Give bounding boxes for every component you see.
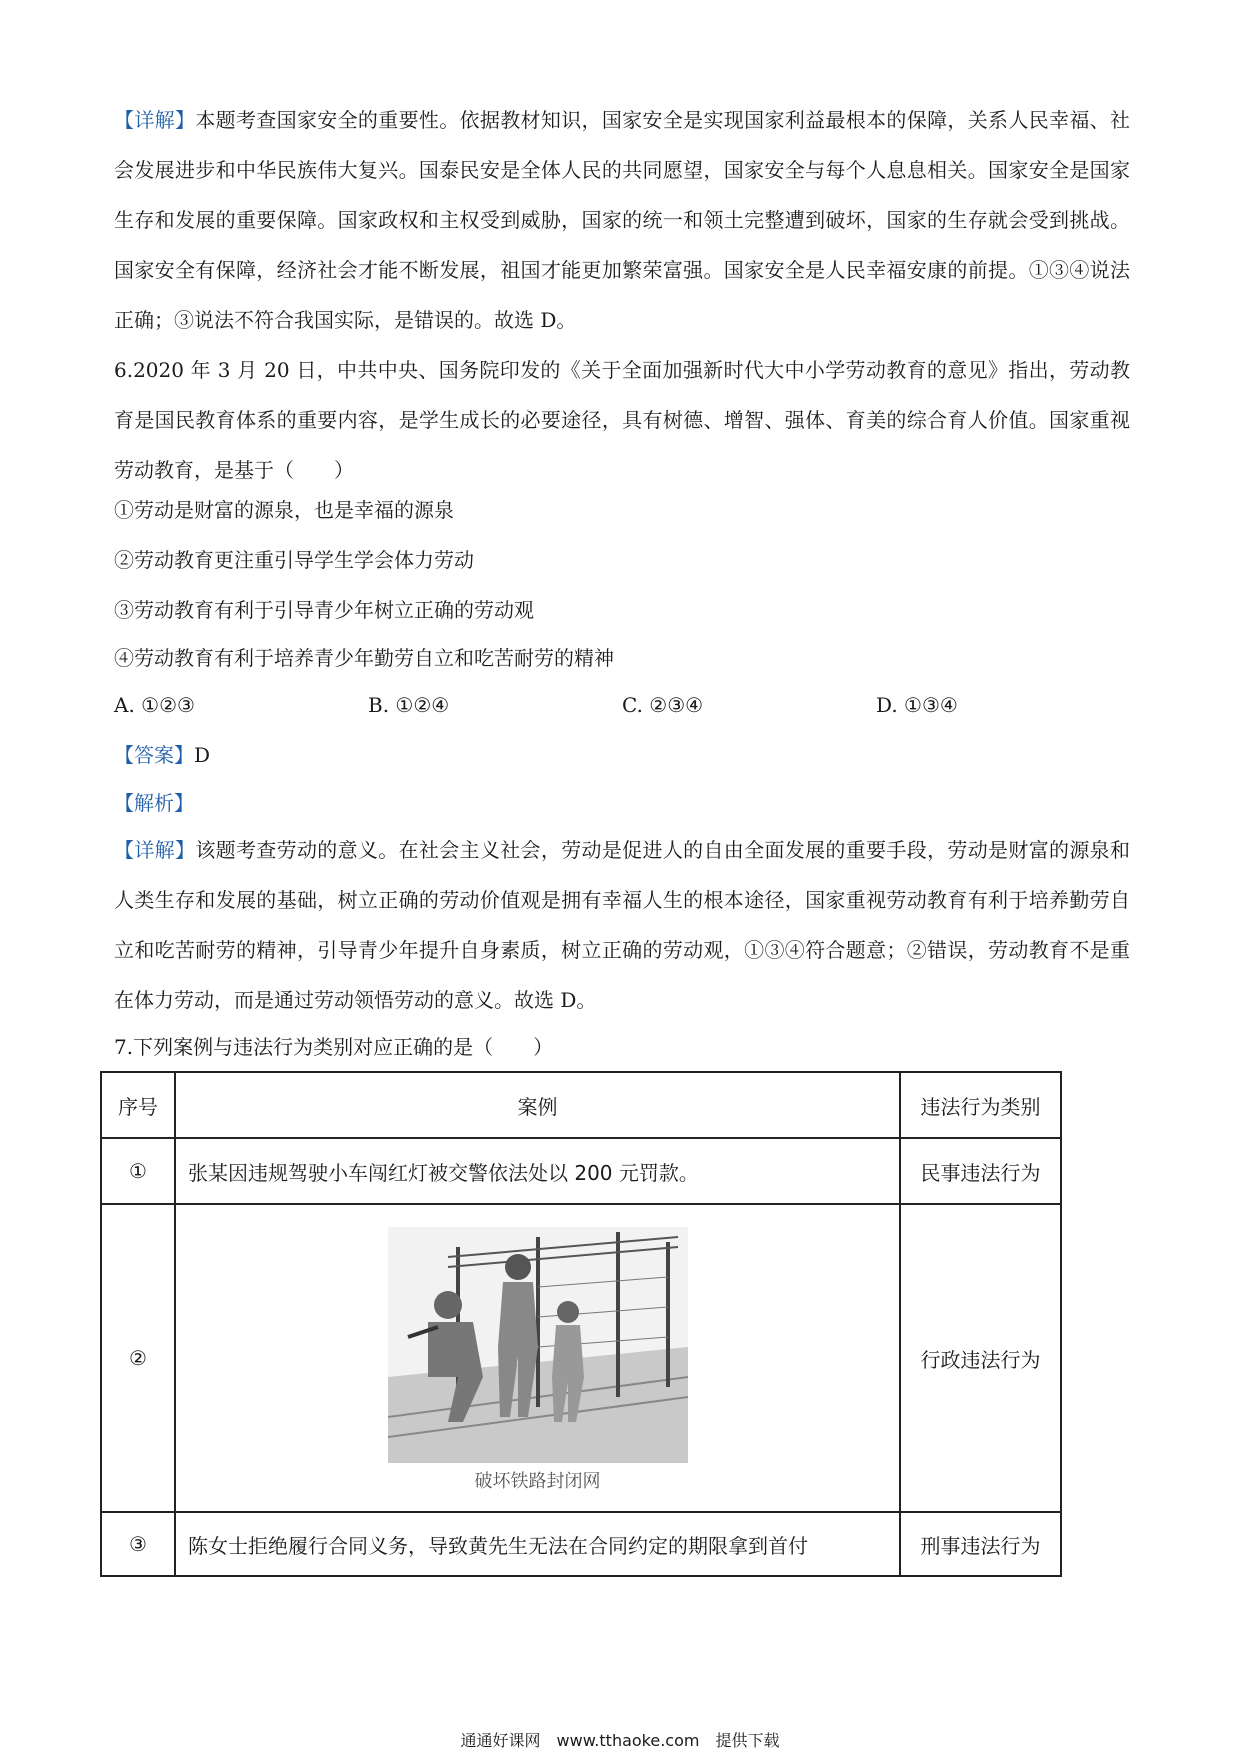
table-row xyxy=(101,1138,1061,1204)
answer-label: 【答案】 xyxy=(114,743,194,767)
illustration-caption: 破坏铁路封闭网 xyxy=(474,1471,601,1492)
row-no: ③ xyxy=(101,1512,175,1576)
q6-item-3: ③劳动教育有利于引导青少年树立正确的劳动观 xyxy=(114,598,534,622)
row-no: ① xyxy=(101,1138,175,1204)
analysis-label: 【解析】 xyxy=(114,791,194,815)
option-d: D. ①③④ xyxy=(876,693,958,717)
option-c: C. ②③④ xyxy=(622,693,704,717)
option-a: A. ①②③ xyxy=(114,693,195,717)
row-category: 刑事违法行为 xyxy=(900,1512,1061,1576)
q6-stem: 6.2020 年 3 月 20 日，中共中央、国务院印发的《关于全面加强新时代大中小学劳动教育的意见》指出，劳动教育是国民教育体系的重要内容，是学生成长的必要途径，具有树德、增智、强体、育美的综合育人价值。国家重视劳动教育，是基于（ ） xyxy=(114,358,1130,482)
row-case-illustration xyxy=(175,1204,900,1512)
q5-detail-paragraph xyxy=(114,95,1130,345)
row-case: 张某因违规驾驶小车闯红灯被交警依法处以 200 元罚款。 xyxy=(175,1138,900,1204)
header-no: 序号 xyxy=(101,1072,175,1138)
q6-detail-paragraph xyxy=(114,825,1130,1025)
q5-detail-text: 本题考查国家安全的重要性。依据教材知识，国家安全是实现国家利益最根本的保障，关系人民幸福、社会发展进步和中华民族伟大复兴。国泰民安是全体人民的共同愿望，国家安全与每个人息息相关。国家安全是国家生存和发展的重要保障。国家政权和主权受到威胁，国家的统一和领土完整遭到破坏，国家的生存就会受到挑战。国家安全有保障，经济社会才能不断发展，祖国才能更加繁荣富强。国家安全是人民幸福安康的前提。①③④说法正确；③说法不符合我国实际，是错误的。故选 D。 xyxy=(114,108,1131,332)
header-case: 案例 xyxy=(175,1072,900,1138)
table-header-row xyxy=(101,1072,1061,1138)
row-case: 陈女士拒绝履行合同义务，导致黄先生无法在合同约定的期限拿到首付 xyxy=(175,1512,900,1576)
q7-stem: 7.下列案例与违法行为类别对应正确的是（ ） xyxy=(114,1035,554,1059)
q6-item-4: ④劳动教育有利于培养青少年勤劳自立和吃苦耐劳的精神 xyxy=(114,646,614,670)
table-row xyxy=(101,1204,1061,1512)
table-row xyxy=(101,1512,1061,1576)
page-footer: 通通好课网 www.tthaoke.com 提供下载 xyxy=(460,1731,780,1750)
option-b: B. ①②④ xyxy=(368,693,450,717)
fence-damage-illustration xyxy=(388,1227,688,1463)
q6-item-2: ②劳动教育更注重引导学生学会体力劳动 xyxy=(114,548,474,572)
row-category: 民事违法行为 xyxy=(900,1138,1061,1204)
case-table xyxy=(100,1071,1062,1577)
q6-options xyxy=(114,690,1130,720)
detail-label: 【详解】 xyxy=(114,838,196,862)
answer-value: D xyxy=(194,743,211,767)
row-no: ② xyxy=(101,1204,175,1512)
detail-label: 【详解】 xyxy=(114,108,196,132)
q6-item-1: ①劳动是财富的源泉，也是幸福的源泉 xyxy=(114,498,454,522)
q6-answer xyxy=(114,740,210,770)
row-category: 行政违法行为 xyxy=(900,1204,1061,1512)
q6-detail-text: 该题考查劳动的意义。在社会主义社会，劳动是促进人的自由全面发展的重要手段，劳动是财富的源泉和人类生存和发展的基础，树立正确的劳动价值观是拥有幸福人生的根本途径，国家重视劳动教育有利于培养勤劳自立和吃苦耐劳的精神，引导青少年提升自身素质，树立正确的劳动观，①③④符合题意；②错误，劳动教育不是重在体力劳动，而是通过劳动领悟劳动的意义。故选 D。 xyxy=(114,838,1131,1012)
header-category: 违法行为类别 xyxy=(900,1072,1061,1138)
